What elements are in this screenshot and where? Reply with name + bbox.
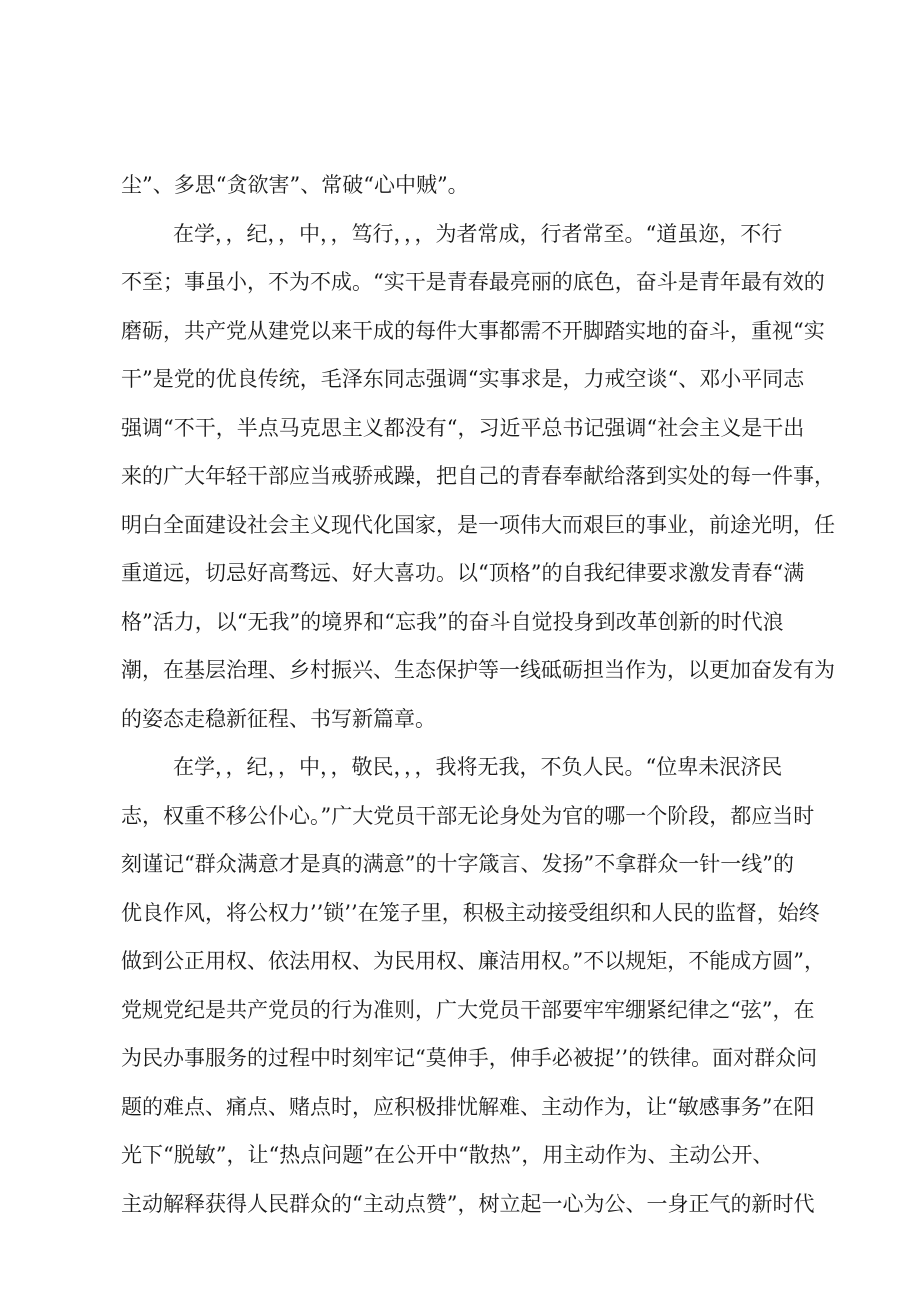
text-line: 题的难点、痛点、赌点时，应积极排忧解难、主动作为，让“敏感事务”在阳 (121, 1094, 815, 1119)
text-line: 干”是党的优良传统，毛泽东同志强调“实事求是，力戒空谈“、邓小平同志 (121, 367, 805, 391)
text-line: 党规党纪是共产党员的行为准则，广大党员干部要牢牢绷紧纪律之“弦”，在 (121, 997, 815, 1022)
text-line: 格”活力，以“无我”的境界和“忘我”的奋斗自觉投身到改革创新的时代浪 (121, 609, 784, 634)
text-line: 刻谨记“群众满意才是真的满意”的十字箴言、发扬”不拿群众一针一线”的 (121, 852, 794, 876)
text-line: 光下“脱敏”，让“热点问题”在公开中“散热”，用主动作为、主动公开、 (121, 1143, 774, 1167)
text-line: 尘”、多思“贪欲害”、常破“心中贼”。 (121, 173, 469, 197)
text-line: 优良作风，将公权力’’锁’’在笼子里，积极主动接受组织和人民的监督，始终 (121, 900, 820, 925)
paragraph-3-line-1: 在学，，纪，，中，，敬民，，，我将无我，不负人民。“位卑未泯济民 (173, 755, 783, 779)
text-line: 志，权重不移公仆心。”广大党员干部无论身处为官的哪一个阶段，都应当时 (121, 803, 815, 828)
text-line: 明白全面建设社会主义现代化国家，是一项伟大而艰巨的事业，前途光明，任 (121, 512, 835, 537)
text-line: 强调“不干，半点马克思主义都没有“，习近平总书记强调“社会主义是干出 (121, 415, 805, 440)
text-line: 为民办事服务的过程中时刻牢记“莫伸手，伸手必被捉’’的铁律。面对群众问 (121, 1046, 818, 1070)
text-line: 做到公正用权、依法用权、为民用权、廉洁用权。”不以规矩，不能成方圆”， (121, 949, 825, 973)
text-line: 主动解释获得人民群众的“主动点赞”，树立起一心为公、一身正气的新时代 (121, 1191, 815, 1216)
text-line: 磨砺，共产党从建党以来干成的每件大事都需不开脚踏实地的奋斗，重视“实 (121, 318, 825, 343)
text-line: 的姿态走稳新征程、书写新篇章。 (121, 706, 436, 731)
text-line: 不至；事虽小，不为不成。“实干是青春最亮丽的底色，奋斗是青年最有效的 (121, 270, 825, 294)
paragraph-2-line-1: 在学，，纪，，中，，笃行，，，为者常成，行者常至。“道虽迩，不行 (173, 221, 783, 246)
document-body (121, 161, 835, 1228)
text-line: 来的广大年轻干部应当戒骄戒躁，把自己的青春奉献给落到实处的每一件事， (121, 464, 835, 488)
text-line: 潮，在基层治理、乡村振兴、生态保护等一线砥砺担当作为，以更加奋发有为 (121, 658, 835, 682)
text-line: 重道远，切忌好高骛远、好大喜功。以“顶格”的自我纪律要求激发青春“满 (121, 561, 805, 585)
